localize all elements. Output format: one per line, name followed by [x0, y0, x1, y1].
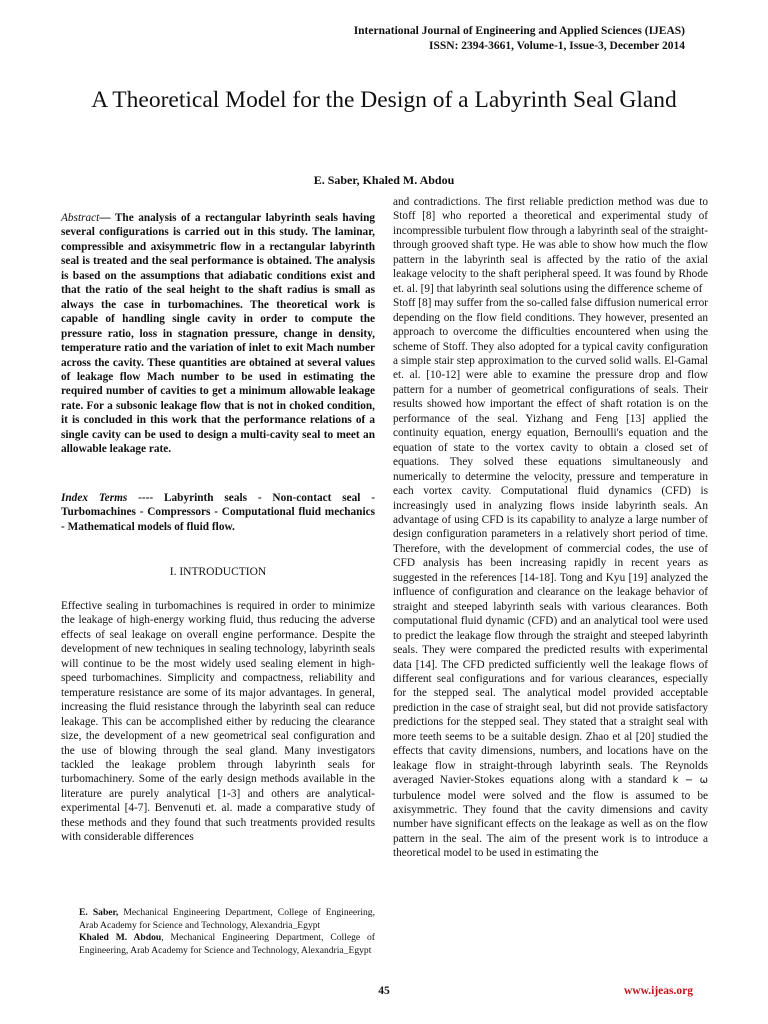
journal-name: International Journal of Engineering and Applied Sciences (IJEAS) — [353, 25, 685, 37]
section-heading-introduction: I. INTRODUCTION — [169, 566, 267, 578]
right-column-part1: and contradictions. The first reliable prediction method was due to Stoff [8] who reported a theoretical and experimental study of incompressible turbulent flow through a labyrinth seal of the straight-through grooved shaft type. He was able to show how much the flow pattern in the labyrinth seal is affected by the ratio of the axial leakage velocity to the shaft peripheral speed. It was found by Rhode et. al. [9] that labyrinth seal solutions using the difference scheme of — [393, 196, 708, 295]
affiliation-2 — [61, 932, 375, 957]
k-omega-symbol: k − ω — [672, 775, 708, 787]
index-terms-label: Index Terms — [61, 492, 128, 504]
author-affiliations — [61, 907, 375, 957]
abstract-text: The analysis of a rectangular labyrinth seals having several configurations is carried out in this study. The laminar, compressible and axisymmetric flow in a rectangular labyrinth seal is treated and the seal performance is obtained. The analysis is based on the assumptions that adiabatic conditions exist and that the ratio of the seal height to the shaft radius is small as always the case in turbomachines. The theoretical work is capable of handling single cavity in order to compute the pressure ratio, loss in stagnation pressure, change in density, temperature ratio and the variation of inlet to exit Mach number across the cavity. These quantities are obtained at several values of leakage flow Mach number to be used in estimating the required number of cavities to get a minimum allowable leakage rate. For a subsonic leakage flow that is not in choked condition, it is concluded in this work that the performance relations of a single cavity can be used to design a multi-cavity seal to meet an allowable leakage rate. — [61, 212, 375, 456]
affiliation-1 — [61, 907, 375, 932]
abstract-dash: — — [99, 212, 115, 224]
index-terms-text: Labyrinth seals - Non-contact seal - Turbomachines - Compressors - Computational fluid mechanics - Mathematical models of fluid flow. — [61, 492, 375, 533]
affiliation-1-text: Mechanical Engineering Department, College of Engineering, Arab Academy for Science and Technology, Alexandria_Egypt — [79, 907, 375, 931]
right-column-part2: Stoff [8] may suffer from the so-called false diffusion numerical error depending on the flow field conditions. They however, presented an approach to overcome the difficulties encountered when using the scheme of Stoff. They also adopted for a typical cavity configuration a simple stair step approximation to the curved solid walls. El-Gamal et. al. [10-12] were able to examine the pressure drop and flow pattern for a number of geometrical configurations of seals. Their results showed how important the effect of shaft rotation is on the performance of the seal. Yizhang and Feng [13] applied the continuity equation, energy equation, Bernoulli's equation and the equation of state to the vortex cavity to obtain a closed set of equations. They solved these equations simultaneously and numerically to determine the velocity, pressure and temperature in each vortex cavity. Computational fluid dynamics (CFD) is increasingly used in analyzing flows inside labyrinth seals. An advantage of using CFD is its capability to analyze a large number of design configuration parameters in a relatively short period of time. Therefore, with the development of commercial codes, the use of CFD analysis has been increasing rapidly in recent years as suggested in the references [14-18]. Tong and Kyu [19] analyzed the influence of configuration and clearance on the leakage behavior of straight and steeped labyrinth seals with various clearances. Both computational fluid dynamic (CFD) and an analytical tool were used to predict the leakage flow through the straight and steeped labyrinth seals. They were compared the predicted results with experimental data [14]. The CFD predicted sufficiently well the leakage flows of different seal configurations and for various clearances, especially for the stepped seal. The analytical model provided acceptable prediction in the case of straight seal, but did not provide satisfactory predictions for the stepped seal. They stated that a straight seal with more teeth seems to be a suitable design. Zhao et al [20] studied the effects that cavity dimensions, numbers, and locations have on the leakage flow in straight-through labyrinth seals. The Reynolds averaged Navier-Stokes equations along with a standard — [393, 297, 708, 787]
affiliation-2-text: , Mechanical Engineering Department, College of Engineering, Arab Academy for Science and Technology, Alexandria_Egypt — [79, 932, 375, 956]
abstract-label: Abstract — [61, 212, 100, 224]
abstract — [61, 211, 375, 457]
page-number: 45 — [378, 985, 390, 997]
journal-url[interactable]: www.ijeas.org — [624, 985, 693, 997]
affiliation-2-name: Khaled M. Abdou — [79, 932, 162, 943]
affiliation-1-name: E. Saber, — [79, 907, 119, 918]
paper-title: A Theoretical Model for the Design of a Labyrinth Seal Gland — [91, 87, 677, 113]
journal-header — [354, 24, 685, 54]
paper-authors: E. Saber, Khaled M. Abdou — [313, 173, 455, 187]
index-terms-dashes: ---- — [127, 492, 164, 504]
introduction-right-column — [393, 195, 708, 861]
right-column-part3: turbulence model were solved and the flow is assumed to be axisymmetric. They found that the cavity dimensions and cavity number have significant effects on the leakage as well as on the flow pattern in the seal. The aim of the present work is to introduce a theoretical model to be used in estimating the — [393, 789, 708, 860]
introduction-left-text: Effective sealing in turbomachines is required in order to minimize the leakage of high-energy working fluid, thus reducing the adverse effects of seal leakage on overall engine performance. Despite the development of new techniques in sealing technology, labyrinth seals will continue to be the most widely used sealing element in high-speed turbomachines. Simplicity and compactness, reliability and temperature resistance are some of its major advantages. In general, increasing the fluid resistance through the labyrinth seal can reduce leakage. This can be accomplished either by reducing the clearance size, the development of a new geometrical seal configuration and the use of blowing through the seal gland. Many investigators tackled the leakage problem through labyrinth seals for turbomachinery. Some of the early design methods available in the literature are purely analytical [1-3] and others are analytical-experimental [4-7]. Benvenuti et. al. made a comparative study of these methods and they found that such treatments provided results with considerable differences — [61, 600, 375, 844]
index-terms — [61, 491, 375, 534]
journal-issn: ISSN: 2394-3661, Volume-1, Issue-3, December 2014 — [429, 40, 685, 52]
